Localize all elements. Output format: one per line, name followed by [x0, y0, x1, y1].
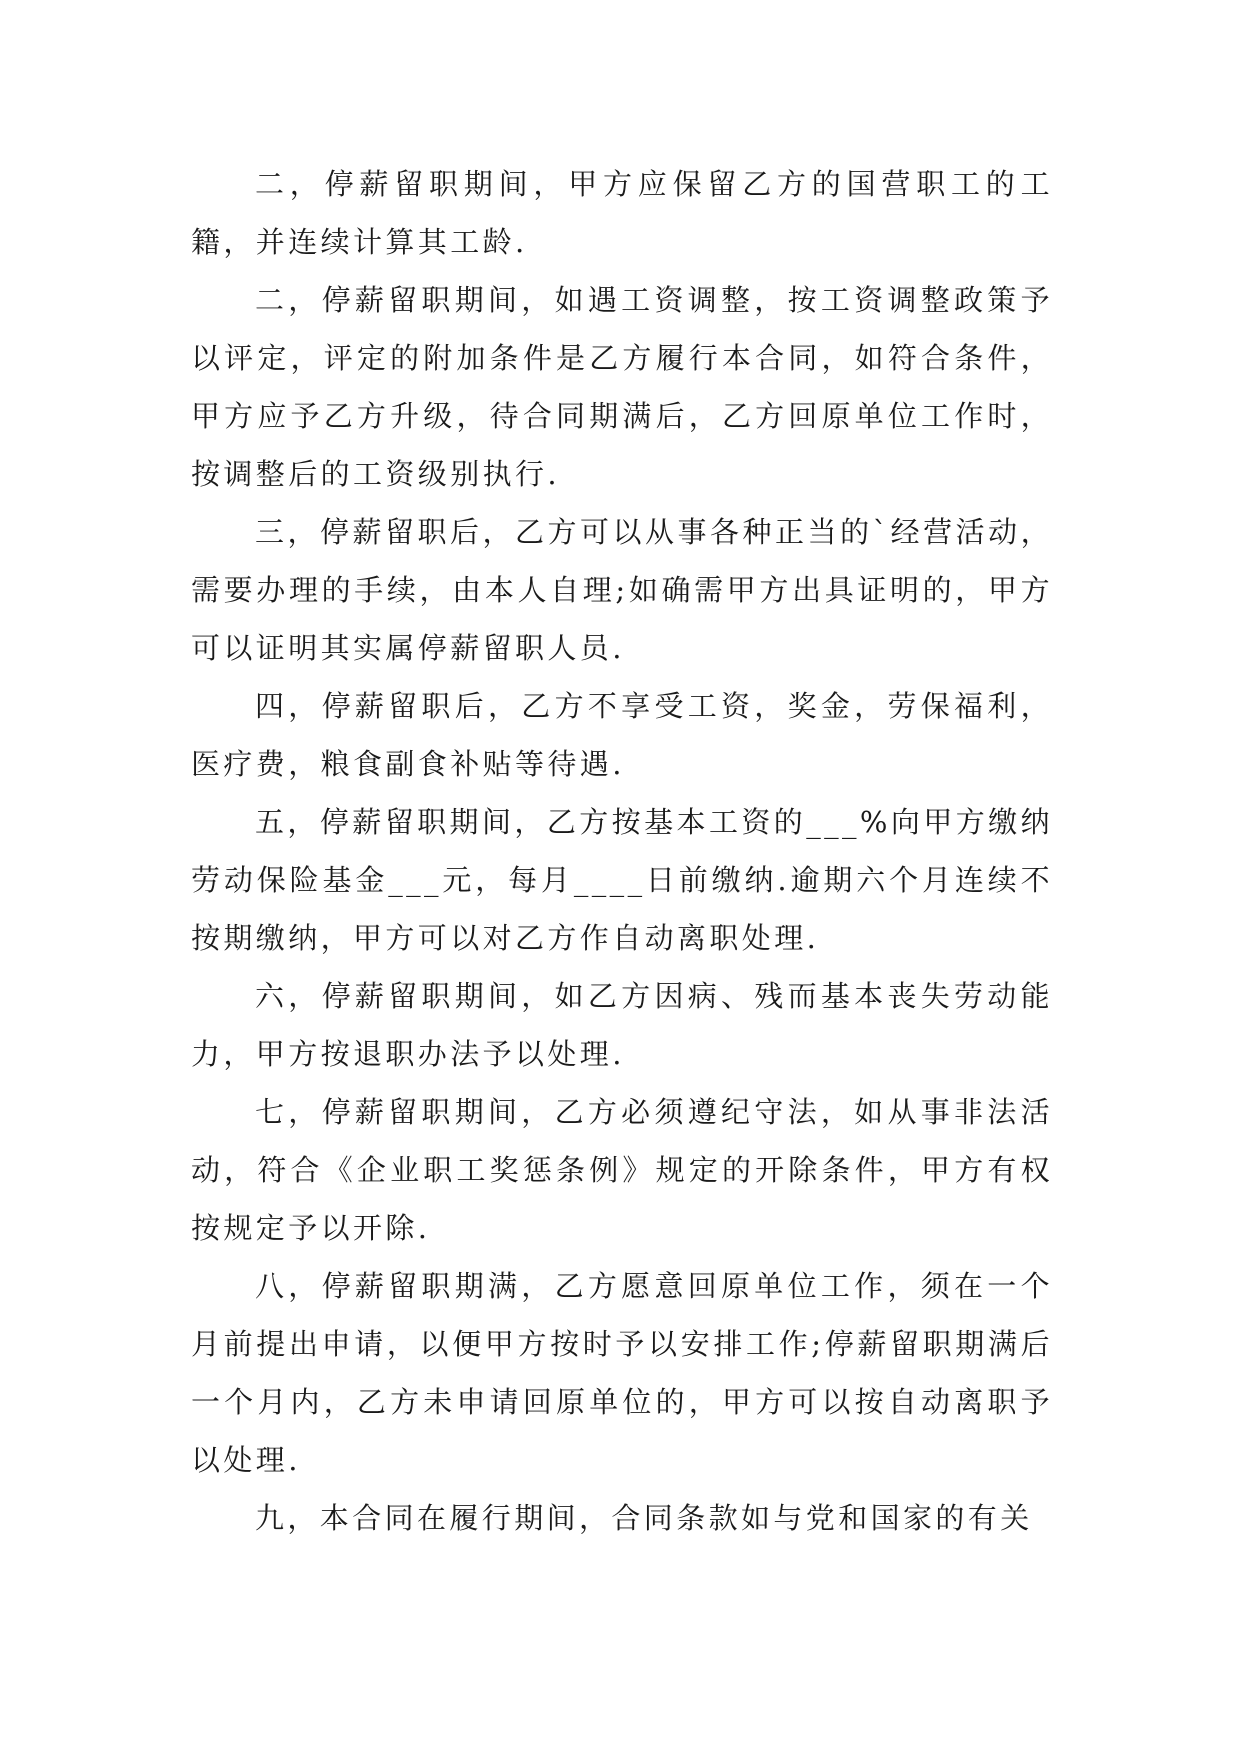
clause-paragraph: 九，本合同在履行期间，合同条款如与党和国家的有关	[255, 1501, 1033, 1535]
document-body	[191, 155, 1053, 1547]
clause-paragraph: 四，停薪留职后，乙方不享受工资，奖金，劳保福利，医疗费，粮食副食补贴等待遇.	[191, 689, 1053, 781]
clause-paragraph: 二，停薪留职期间，甲方应保留乙方的国营职工的工籍，并连续计算其工龄.	[191, 167, 1053, 259]
clause-paragraph: 三，停薪留职后，乙方可以从事各种正当的`经营活动，需要办理的手续，由本人自理;如确需甲方出具证明的，甲方可以证明其实属停薪留职人员.	[191, 515, 1053, 665]
clause-paragraph: 二，停薪留职期间，如遇工资调整，按工资调整政策予以评定，评定的附加条件是乙方履行本合同，如符合条件，甲方应予乙方升级，待合同期满后，乙方回原单位工作时，按调整后的工资级别执行.	[191, 283, 1053, 491]
clause-paragraph: 八，停薪留职期满，乙方愿意回原单位工作，须在一个月前提出申请，以便甲方按时予以安排工作;停薪留职期满后一个月内，乙方未申请回原单位的，甲方可以按自动离职予以处理.	[191, 1269, 1053, 1477]
clause-paragraph: 七，停薪留职期间，乙方必须遵纪守法，如从事非法活动，符合《企业职工奖惩条例》规定的开除条件，甲方有权按规定予以开除.	[191, 1095, 1053, 1245]
clause-paragraph: 五，停薪留职期间，乙方按基本工资的___%向甲方缴纳劳动保险基金___元，每月____日前缴纳.逾期六个月连续不按期缴纳，甲方可以对乙方作自动离职处理.	[191, 805, 1053, 955]
clause-paragraph: 六，停薪留职期间，如乙方因病、残而基本丧失劳动能力，甲方按退职办法予以处理.	[191, 979, 1053, 1071]
